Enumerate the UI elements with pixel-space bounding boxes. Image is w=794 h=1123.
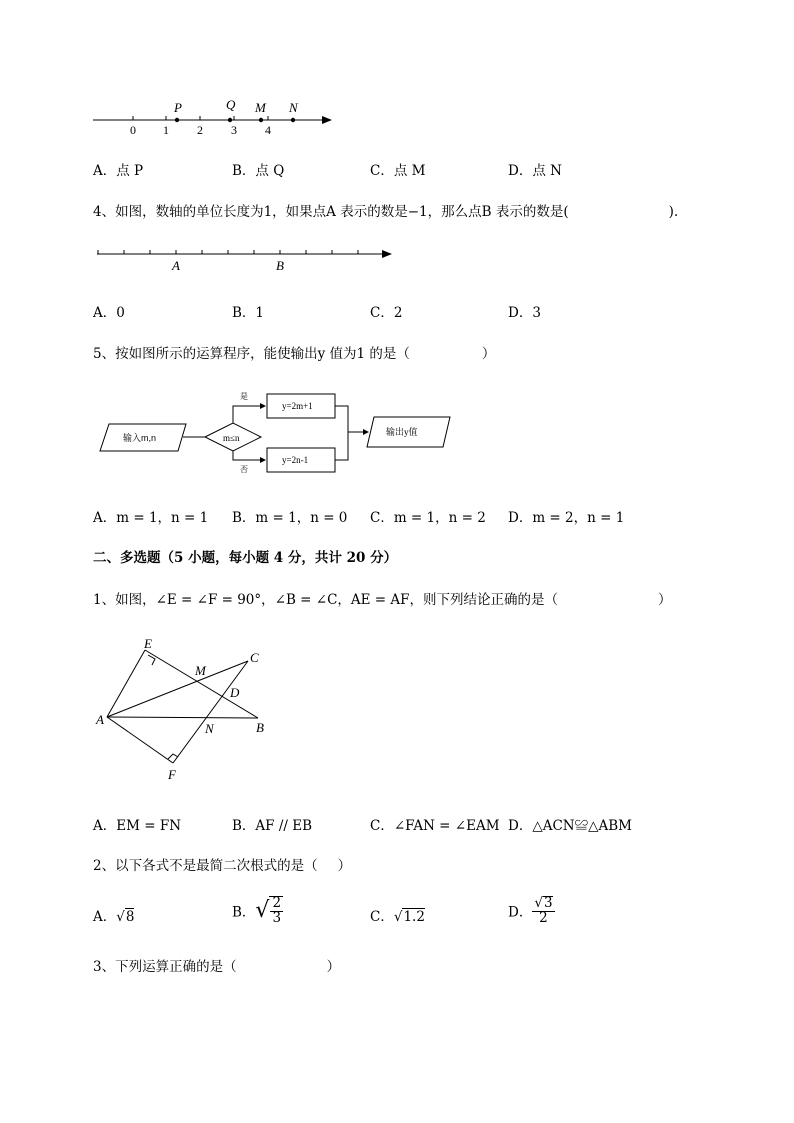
q5-option-b: B．m = 1，n = 0 bbox=[232, 510, 348, 526]
q4-stem: 4、如图，数轴的单位长度为1，如果点A 表示的数是−1，那么点B 表示的数是( ). bbox=[93, 204, 679, 220]
mq2-option-a: A．√8 bbox=[93, 909, 135, 925]
flow-condition: m≤n bbox=[223, 433, 240, 443]
mq3-stem: 3、下列运算正确的是（ ） bbox=[93, 959, 341, 975]
svg-text:M: M bbox=[195, 663, 206, 678]
svg-text:C: C bbox=[250, 650, 259, 665]
q4-label-b: B bbox=[276, 258, 284, 273]
q3-tick-1: 1 bbox=[163, 123, 169, 137]
svg-text:F: F bbox=[168, 767, 176, 782]
q4-option-a: A．0 bbox=[93, 305, 125, 321]
flow-input: 输入m,n bbox=[123, 433, 157, 443]
q5-stem: 5、按如图所示的运算程序，能使输出y 值为1 的是（ ） bbox=[93, 346, 496, 362]
mq1-option-b: B．AF // EB bbox=[232, 818, 312, 834]
q3-option-d: D．点 N bbox=[508, 163, 562, 179]
q4-option-c: C．2 bbox=[370, 305, 403, 321]
mq1-option-c: C．∠FAN = ∠EAM bbox=[370, 818, 500, 834]
q5-option-d: D．m = 2，n = 1 bbox=[508, 510, 625, 526]
mq1-stem: 1、如图，∠E = ∠F = 90°，∠B = ∠C，AE = AF，则下列结论正确的是（ ） bbox=[93, 592, 672, 608]
flow-no: 否 bbox=[240, 465, 248, 474]
q3-tick-2: 2 bbox=[197, 123, 203, 137]
q4-label-a: A bbox=[172, 258, 180, 273]
mq2-stem: 2、以下各式不是最简二次根式的是（ ） bbox=[93, 858, 352, 874]
label-q: Q bbox=[226, 97, 236, 112]
svg-text:y=2m+1: y=2m+1 bbox=[282, 401, 313, 411]
q3-option-a: A．点 P bbox=[93, 163, 144, 179]
mq2-option-b: B．√ $\frac{2}{3}$ bbox=[232, 895, 282, 926]
svg-text:D: D bbox=[230, 685, 240, 700]
svg-text:E: E bbox=[144, 636, 152, 651]
svg-text:y=2n-1: y=2n-1 bbox=[282, 455, 309, 465]
q4-option-d: D．3 bbox=[508, 305, 541, 321]
q3-option-b: B．点 Q bbox=[232, 163, 285, 179]
flow-output: 输出y值 bbox=[386, 427, 418, 437]
svg-text:A: A bbox=[96, 712, 104, 727]
q3-tick-0: 0 bbox=[130, 123, 136, 137]
q5-option-c: C．m = 1，n = 2 bbox=[370, 510, 486, 526]
q3-tick-4: 4 bbox=[265, 123, 271, 137]
section-title: 二、多选题（5 小题，每小题 4 分，共计 20 分） bbox=[93, 550, 398, 566]
svg-text:B: B bbox=[256, 720, 264, 735]
label-m: M bbox=[255, 100, 266, 115]
mq2-option-c: C．√1.2 bbox=[370, 909, 425, 925]
q3-tick-3: 3 bbox=[231, 123, 237, 137]
label-p: P bbox=[174, 100, 182, 115]
label-n: N bbox=[289, 100, 298, 115]
q3-option-c: C．点 M bbox=[370, 163, 426, 179]
svg-text:N: N bbox=[205, 721, 214, 736]
q5-option-a: A．m = 1，n = 1 bbox=[93, 510, 209, 526]
mq1-option-d: D．△ACN≌△ABM bbox=[508, 818, 632, 834]
q4-option-b: B．1 bbox=[232, 305, 265, 321]
mq1-option-a: A．EM = FN bbox=[93, 818, 182, 834]
mq2-option-d: D． $\frac{√3}{2}$ bbox=[508, 895, 553, 926]
flow-yes: 是 bbox=[240, 392, 248, 401]
